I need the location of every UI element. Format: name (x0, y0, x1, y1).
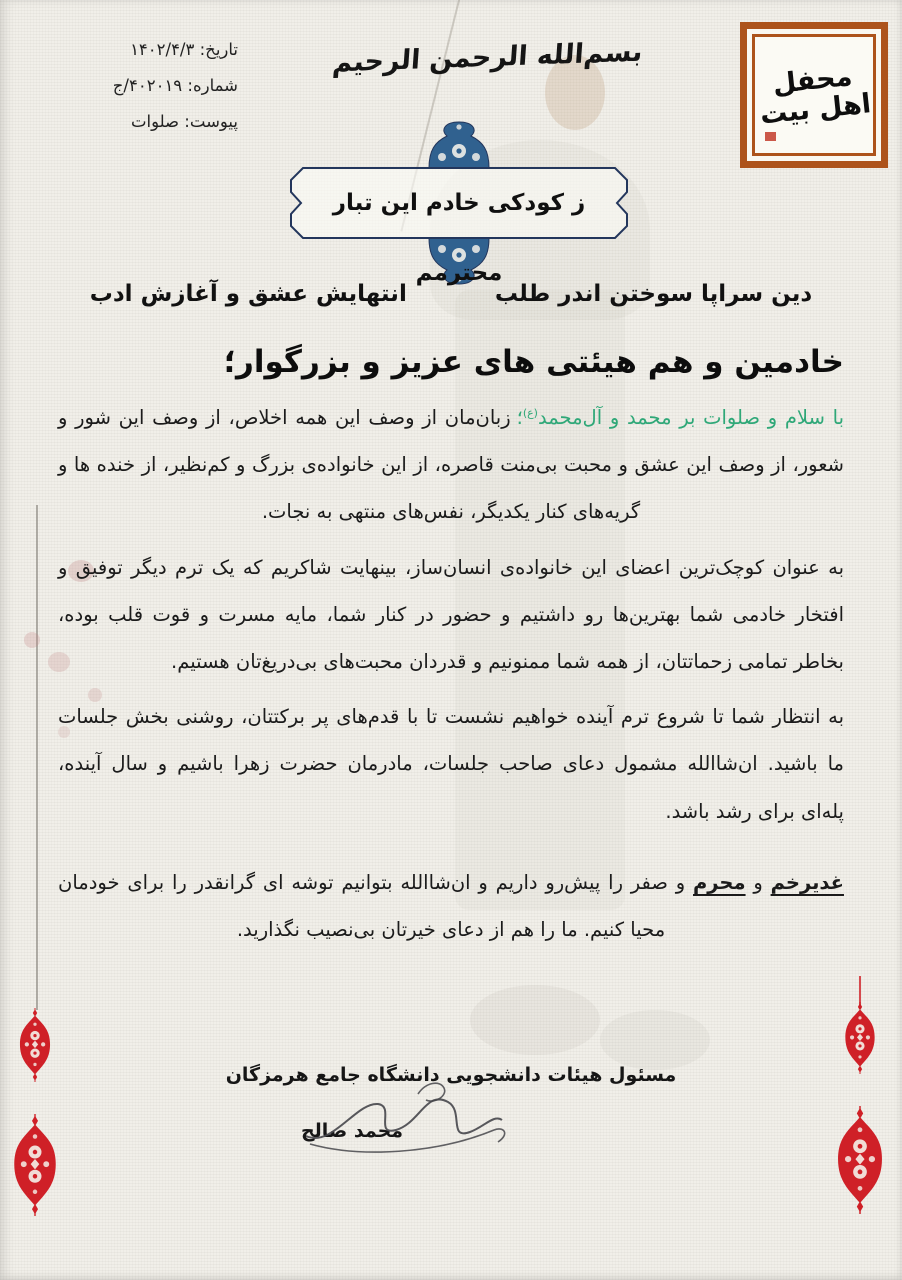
salutation-heading: خادمین و هم هیئتی های عزیز و بزرگوار؛ (223, 344, 844, 380)
meta-attachment: پیوست: صلوات (130, 112, 238, 131)
watermark-flagpole-line (36, 505, 38, 1010)
meta-date: تاریخ: ۱۴۰۲/۴/۳ (130, 40, 238, 59)
paragraph-1-text: زبان‌مان از وصف این همه اخلاص، از وصف این شور و شعور، از وصف این عشق و محبت بی‌منت قاصره، از این خانواده‌ی بزرگ و کم‌نظیر، از خنده ها و گریه‌های کنار یکدیگر، نفس‌های منتهی به نجات. (58, 406, 844, 524)
bismillah-calligraphy: بسم‌الله الرحمن الرحیم (331, 36, 644, 79)
honorific-sup: (ع) (522, 406, 538, 420)
signature-name: محمد صالح (300, 1120, 404, 1142)
conjunction: و (745, 870, 771, 894)
letter-body (58, 344, 844, 961)
paragraph-2: به عنوان کوچک‌ترین اعضای این خانواده‌ی انسان‌ساز، بینهایت شاکریم که یک ترم دیگر توفیق و افتخار خادمی شما بهترین‌ها رو داشتیم و حضور در کنار شما، مایه مسرت و قوت قلب بوده، بخاطر تمامی زحماتتان، از همه شما ممنونیم و قدردان محبت‌های بی‌دریغ‌تان هستیم. (58, 555, 844, 673)
paper-blotch (24, 632, 40, 648)
verse-couplet (0, 281, 902, 307)
verse-first-hemistich: دین سراپا سوختن اندر طلب (494, 281, 813, 307)
paragraph-4-text: و صفر را پیش‌رو داریم و ان‌شاالله بتوانیم توشه ای گرانقدر را برای خودمان محیا کنیم. ما را هم از دعای خیرتان بی‌نصیب نگذارید. (58, 870, 693, 941)
signature-title: مسئول هیئات دانشجویی دانشگاه جامع هرمزگان (225, 1064, 677, 1086)
ornament-medallion-right-large-icon (828, 1106, 892, 1214)
verse-second-hemistich: انتهایش عشق و آغازش ادب (89, 281, 407, 307)
greeting-green-text: با سلام و صلوات بر محمد و آل‌محمد$^{(ع)}$؛ (516, 406, 844, 429)
watermark-smudge (470, 985, 600, 1055)
keyword-ghadir: غدیرخم (770, 870, 844, 894)
paragraph-3: به انتظار شما تا شروع ترم آینده خواهیم نشست تا با قدم‌های پر برکتتان، روشنی بخش جلسات ما باشید. ان‌شاالله مشمول دعای صاحب جلسات، مادرمان حضرت زهرا باشیم و سال آینده، پله‌ای برای رشد باشد. (58, 705, 844, 823)
ornament-medallion-left-large-icon (4, 1114, 66, 1216)
watermark-smudge (600, 1010, 710, 1070)
keyword-moharram: محرم (693, 870, 746, 894)
paragraph-1 (58, 394, 844, 536)
paragraph-4 (58, 859, 844, 953)
cartouche-title: ز کودکی خادم این تبار محترمم (332, 190, 586, 286)
handwritten-signature (298, 1074, 533, 1159)
logo-calligraphy-text: محفل اهل بیت (758, 60, 873, 131)
logo-red-seal-icon (765, 132, 776, 141)
logo-inner-frame (752, 34, 876, 156)
organization-logo (740, 22, 888, 168)
letter-meta (58, 40, 238, 148)
meta-number: شماره: ۴۰۲۰۱۹/ج (112, 76, 238, 95)
